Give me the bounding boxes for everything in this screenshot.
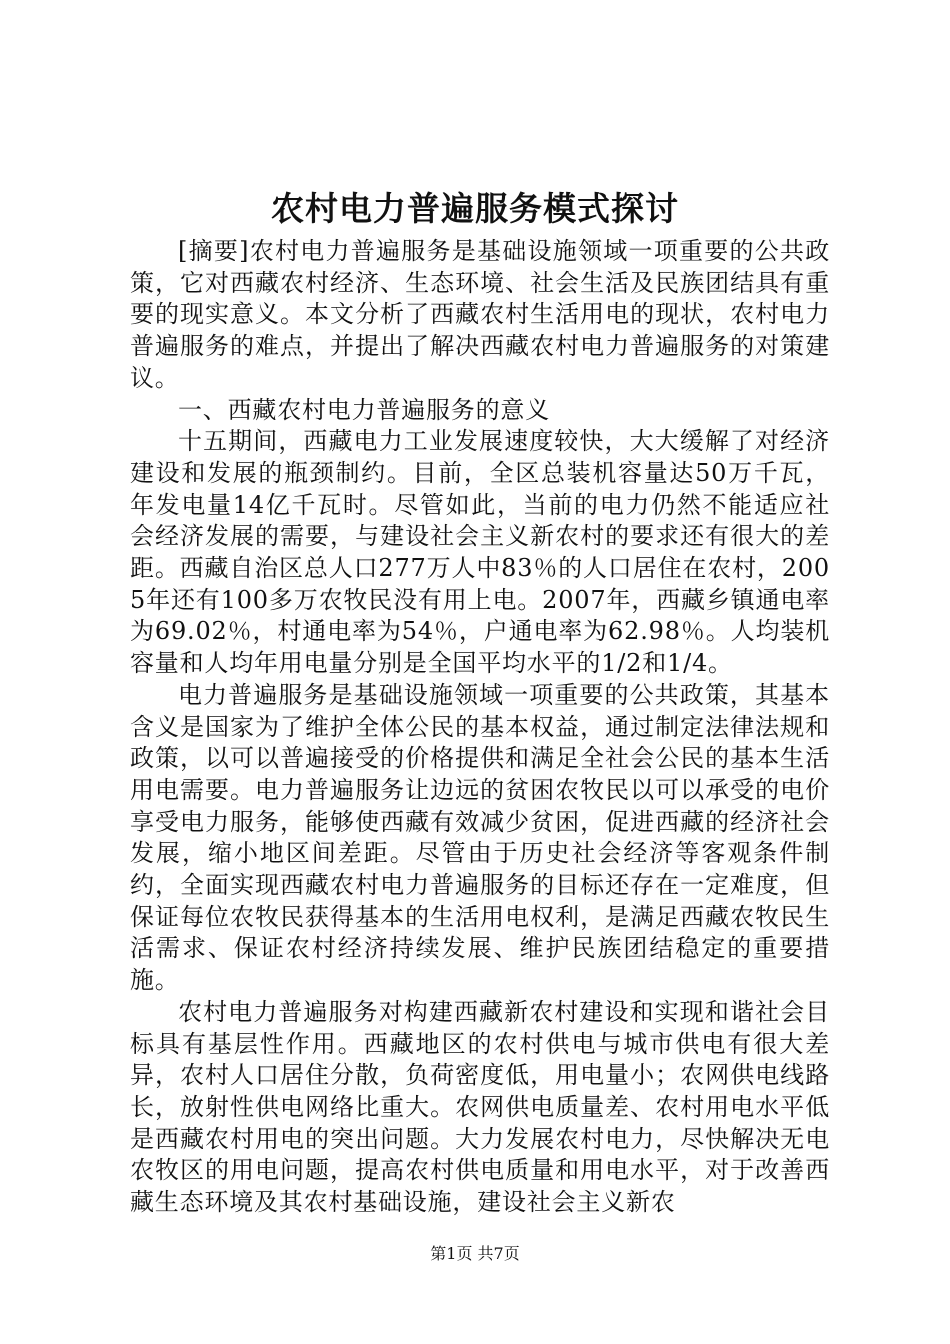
body-paragraph: 电力普遍服务是基础设施领域一项重要的公共政策，其基本含义是国家为了维护全体公民的基本权益，通过制定法律法规和政策，以可以普遍接受的价格提供和满足全社会公民的基本生活用电需要。电力普遍服务让边远的贫困农牧民以可以承受的电价享受电力服务，能够使西藏有效减少贫困，促进西藏的经济社会发展，缩小地区间差距。尽管由于历史社会经济等客观条件制约，全面实现西藏农村电力普遍服务的目标还存在一定难度，但保证每位农牧民获得基本的生活用电权利，是满足西藏农牧民生活需求、保证农村经济持续发展、维护民族团结稳定的重要措施。 [130, 680, 830, 995]
body-paragraph: 农村电力普遍服务对构建西藏新农村建设和实现和谐社会目标具有基层性作用。西藏地区的农村供电与城市供电有很大差异，农村人口居住分散，负荷密度低，用电量小；农网供电线路长，放射性供电网络比重大。农网供电质量差、农村用电水平低是西藏农村用电的突出问题。大力发展农村电力，尽快解决无电农牧区的用电问题，提高农村供电质量和用电水平，对于改善西藏生态环境及其农村基础设施，建设社会主义新农 [130, 997, 830, 1217]
body-paragraph: 十五期间，西藏电力工业发展速度较快，大大缓解了对经济建设和发展的瓶颈制约。目前，全区总装机容量达50万千瓦，年发电量14亿千瓦时。尽管如此，当前的电力仍然不能适应社会经济发展的需要，与建设社会主义新农村的要求还有很大的差距。西藏自治区总人口277万人中83％的人口居住在农村，2005年还有100多万农牧民没有用上电。2007年，西藏乡镇通电率为69.02％，村通电率为54％，户通电率为62.98％。人均装机容量和人均年用电量分别是全国平均水平的1/2和1/4。 [130, 427, 830, 678]
abstract-paragraph: [摘要]农村电力普遍服务是基础设施领域一项重要的公共政策，它对西藏农村经济、生态环境、社会生活及民族团结具有重要的现实意义。本文分析了西藏农村生活用电的现状，农村电力普遍服务的难点，并提出了解决西藏农村电力普遍服务的对策建议。 [130, 237, 830, 392]
document-body [130, 236, 830, 1219]
document-title: 农村电力普遍服务模式探讨 [271, 189, 679, 228]
section-heading: 一、西藏农村电力普遍服务的意义 [178, 395, 550, 424]
page-number-footer: 第1页 共7页 [430, 1244, 520, 1263]
